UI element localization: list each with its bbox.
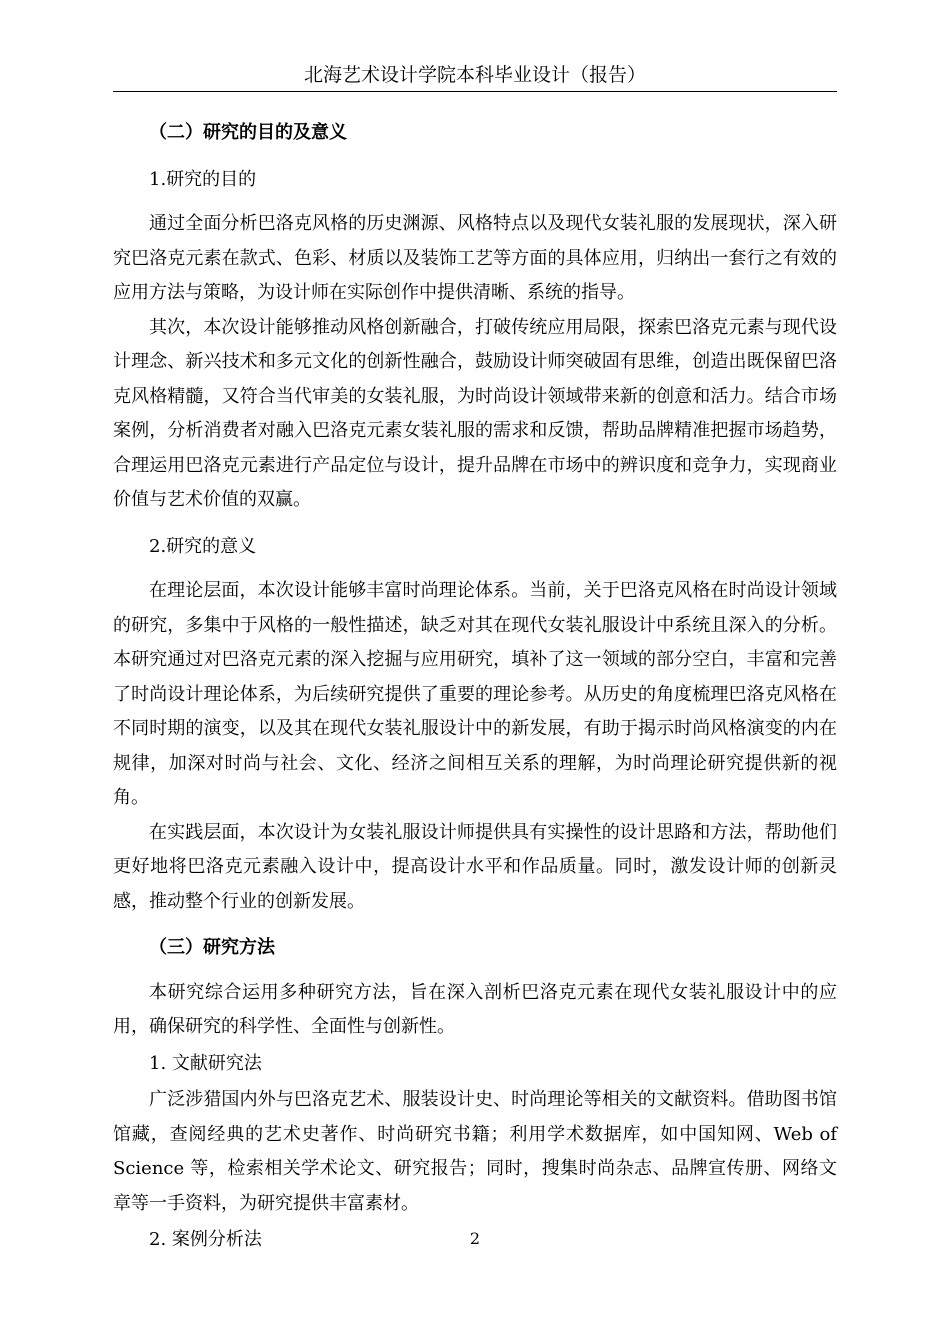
paragraph-methods-intro: 本研究综合运用多种研究方法，旨在深入剖析巴洛克元素在现代女装礼服设计中的应用，确保研究的科学性、全面性与创新性。 [113, 981, 837, 1037]
subheading-significance: 2.研究的意义 [149, 535, 257, 557]
paragraph-significance-2: 在实践层面，本次设计为女装礼服设计师提供具有实操性的设计思路和方法，帮助他们更好地将巴洛克元素融入设计中，提高设计水平和作品质量。同时，激发设计师的创新灵感，推动整个行业的创新发展。 [113, 821, 837, 912]
paragraph-significance-1: 在理论层面，本次设计能够丰富时尚理论体系。当前，关于巴洛克风格在时尚设计领域的研究，多集中于风格的一般性描述，缺乏对其在现代女装礼服设计中系统且深入的分析。本研究通过对巴洛克元素的深入挖掘与应用研究，填补了这一领域的部分空白，丰富和完善了时尚设计理论体系，为后续研究提供了重要的理论参考。从历史的角度梳理巴洛克风格在不同时期的演变，以及其在现代女装礼服设计中的新发展，有助于揭示时尚风格演变的内在规律，加深对时尚与社会、文化、经济之间相互关系的理解，为时尚理论研究提供新的视角。 [113, 580, 837, 808]
subheading-purpose: 1.研究的目的 [149, 168, 257, 190]
section-heading-purpose-significance: （二）研究的目的及意义 [149, 122, 347, 143]
document-body [113, 110, 837, 1260]
paragraph-literature-method: 广泛涉猎国内外与巴洛克艺术、服装设计史、时尚理论等相关的文献资料。借助图书馆馆藏，查阅经典的艺术史著作、时尚研究书籍；利用学术数据库，如中国知网、Web of Science 等，检索相关学术论文、研究报告；同时，搜集时尚杂志、品牌宣传册、网络文章等一手资料，为研究提供丰富素材。 [113, 1089, 837, 1214]
page-number: 2 [469, 1229, 481, 1248]
paragraph-purpose-2: 其次，本次设计能够推动风格创新融合，打破传统应用局限，探索巴洛克元素与现代设计理念、新兴技术和多元文化的创新性融合，鼓励设计师突破固有思维，创造出既保留巴洛克风格精髓，又符合当代审美的女装礼服，为时尚设计领域带来新的创意和活力。结合市场案例，分析消费者对融入巴洛克元素女装礼服的需求和反馈，帮助品牌精准把握市场趋势，合理运用巴洛克元素进行产品定位与设计，提升品牌在市场中的辨识度和竞争力，实现商业价值与艺术价值的双赢。 [113, 316, 837, 510]
section-heading-methods: （三）研究方法 [149, 937, 275, 958]
subheading-case-analysis: 2. 案例分析法 [149, 1229, 262, 1250]
paragraph-purpose-1: 通过全面分析巴洛克风格的历史渊源、风格特点以及现代女装礼服的发展现状，深入研究巴洛克元素在款式、色彩、材质以及装饰工艺等方面的具体应用，归纳出一套行之有效的应用方法与策略，为设计师在实际创作中提供清晰、系统的指导。 [113, 213, 837, 303]
page-header: 北海艺术设计学院本科毕业设计（报告） [113, 60, 837, 92]
subheading-literature-method: 1. 文献研究法 [149, 1052, 262, 1074]
